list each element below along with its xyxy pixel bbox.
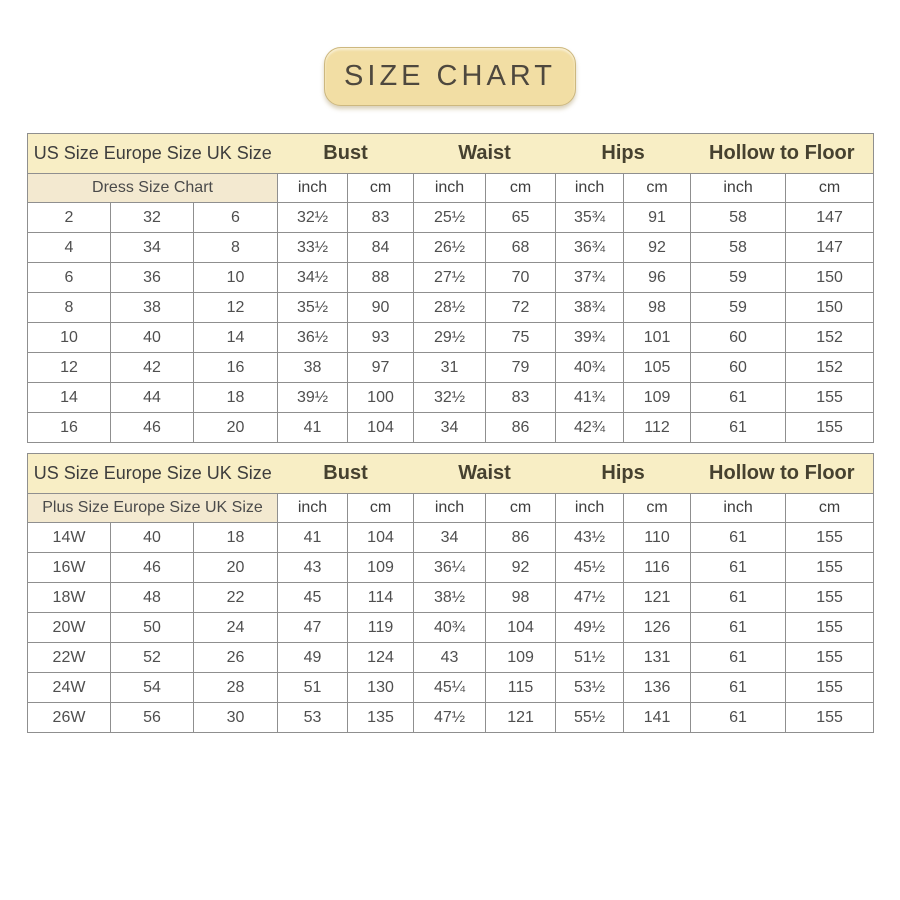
- table-cell: 25½: [414, 203, 486, 233]
- size-chart-title-pill: [324, 47, 576, 106]
- hips-header: Hips: [556, 454, 691, 494]
- table-cell: 96: [624, 263, 691, 293]
- table-cell: 88: [348, 263, 414, 293]
- table-cell: 18: [194, 523, 278, 553]
- table-cell: 155: [786, 413, 874, 443]
- table-cell: 72: [486, 293, 556, 323]
- table-cell: 114: [348, 583, 414, 613]
- regular-size-table-body: [28, 203, 874, 443]
- table-cell: 53: [278, 703, 348, 733]
- plus-size-chart-label: Plus Size Europe Size UK Size: [28, 494, 278, 523]
- table-cell: 155: [786, 583, 874, 613]
- table-row: [28, 523, 874, 553]
- table-cell: 150: [786, 263, 874, 293]
- table-cell: 34: [414, 523, 486, 553]
- table-cell: 83: [348, 203, 414, 233]
- table-cell: 86: [486, 523, 556, 553]
- table-cell: 8: [28, 293, 111, 323]
- table-cell: 152: [786, 323, 874, 353]
- table-cell: 116: [624, 553, 691, 583]
- table-cell: 136: [624, 673, 691, 703]
- table-cell: 40¾: [556, 353, 624, 383]
- unit-header: cm: [624, 494, 691, 523]
- table-cell: 36¾: [556, 233, 624, 263]
- table-cell: 61: [691, 583, 786, 613]
- table-cell: 155: [786, 613, 874, 643]
- unit-header: cm: [486, 494, 556, 523]
- table-cell: 92: [624, 233, 691, 263]
- table-cell: 112: [624, 413, 691, 443]
- table-cell: 84: [348, 233, 414, 263]
- size-table-plus: [27, 453, 874, 733]
- table-cell: 38: [278, 353, 348, 383]
- table-cell: 26W: [28, 703, 111, 733]
- hips-header: Hips: [556, 134, 691, 174]
- table-cell: 58: [691, 203, 786, 233]
- table-cell: 16W: [28, 553, 111, 583]
- table-cell: 27½: [414, 263, 486, 293]
- table-cell: 34½: [278, 263, 348, 293]
- table-cell: 105: [624, 353, 691, 383]
- table-cell: 36½: [278, 323, 348, 353]
- waist-header: Waist: [414, 134, 556, 174]
- unit-header: inch: [278, 494, 348, 523]
- table-cell: 152: [786, 353, 874, 383]
- table-cell: 45½: [556, 553, 624, 583]
- table-cell: 115: [486, 673, 556, 703]
- unit-header-row: [28, 174, 874, 203]
- table-row: [28, 553, 874, 583]
- table-cell: 97: [348, 353, 414, 383]
- table-cell: 42: [111, 353, 194, 383]
- table-cell: 43: [414, 643, 486, 673]
- table-row: [28, 673, 874, 703]
- table-cell: 104: [348, 413, 414, 443]
- table-cell: 6: [194, 203, 278, 233]
- table-cell: 100: [348, 383, 414, 413]
- table-cell: 60: [691, 353, 786, 383]
- table-cell: 32½: [414, 383, 486, 413]
- table-cell: 91: [624, 203, 691, 233]
- table-cell: 36¼: [414, 553, 486, 583]
- table-cell: 47½: [556, 583, 624, 613]
- table-cell: 47½: [414, 703, 486, 733]
- waist-header: Waist: [414, 454, 556, 494]
- table-cell: 40¾: [414, 613, 486, 643]
- unit-header: cm: [348, 174, 414, 203]
- table-cell: 61: [691, 413, 786, 443]
- table-cell: 29½: [414, 323, 486, 353]
- table-cell: 12: [28, 353, 111, 383]
- table-cell: 41: [278, 523, 348, 553]
- table-cell: 43½: [556, 523, 624, 553]
- size-table-regular: [27, 133, 874, 443]
- unit-header: inch: [278, 174, 348, 203]
- table-cell: 36: [111, 263, 194, 293]
- unit-header: inch: [556, 494, 624, 523]
- table-cell: 40: [111, 323, 194, 353]
- table-cell: 109: [624, 383, 691, 413]
- unit-header: cm: [786, 494, 874, 523]
- table-cell: 45¼: [414, 673, 486, 703]
- table-cell: 147: [786, 203, 874, 233]
- table-cell: 130: [348, 673, 414, 703]
- table-cell: 61: [691, 613, 786, 643]
- table-row: [28, 203, 874, 233]
- table-cell: 79: [486, 353, 556, 383]
- table-cell: 155: [786, 703, 874, 733]
- table-row: [28, 383, 874, 413]
- table-cell: 2: [28, 203, 111, 233]
- table-cell: 61: [691, 643, 786, 673]
- unit-header: inch: [556, 174, 624, 203]
- table-cell: 18W: [28, 583, 111, 613]
- table-cell: 70: [486, 263, 556, 293]
- table-cell: 86: [486, 413, 556, 443]
- table-cell: 83: [486, 383, 556, 413]
- table-cell: 14: [28, 383, 111, 413]
- table-cell: 38¾: [556, 293, 624, 323]
- unit-header: inch: [414, 174, 486, 203]
- table-cell: 4: [28, 233, 111, 263]
- table-cell: 40: [111, 523, 194, 553]
- table-cell: 41: [278, 413, 348, 443]
- unit-header: cm: [786, 174, 874, 203]
- table-cell: 24W: [28, 673, 111, 703]
- table-cell: 43: [278, 553, 348, 583]
- table-cell: 61: [691, 673, 786, 703]
- table-row: [28, 703, 874, 733]
- table-cell: 34: [414, 413, 486, 443]
- table-cell: 60: [691, 323, 786, 353]
- page-title: SIZE CHART: [344, 60, 556, 92]
- table-cell: 150: [786, 293, 874, 323]
- table-cell: 53½: [556, 673, 624, 703]
- table-cell: 38: [111, 293, 194, 323]
- table-cell: 26½: [414, 233, 486, 263]
- table-cell: 46: [111, 553, 194, 583]
- table-cell: 32: [111, 203, 194, 233]
- table-cell: 39½: [278, 383, 348, 413]
- table-cell: 39¾: [556, 323, 624, 353]
- unit-header: cm: [624, 174, 691, 203]
- table-cell: 30: [194, 703, 278, 733]
- table-cell: 56: [111, 703, 194, 733]
- table-cell: 37¾: [556, 263, 624, 293]
- table-row: [28, 643, 874, 673]
- table-cell: 101: [624, 323, 691, 353]
- table-cell: 20: [194, 413, 278, 443]
- table-cell: 155: [786, 523, 874, 553]
- plus-size-table-body: [28, 523, 874, 733]
- table-cell: 10: [194, 263, 278, 293]
- table-cell: 10: [28, 323, 111, 353]
- table-cell: 121: [624, 583, 691, 613]
- table-cell: 16: [194, 353, 278, 383]
- table-cell: 68: [486, 233, 556, 263]
- table-cell: 55½: [556, 703, 624, 733]
- table-cell: 109: [348, 553, 414, 583]
- table-cell: 33½: [278, 233, 348, 263]
- measure-header-row: [28, 134, 874, 174]
- table-cell: 155: [786, 673, 874, 703]
- bust-header: Bust: [278, 134, 414, 174]
- unit-header: cm: [348, 494, 414, 523]
- table-cell: 50: [111, 613, 194, 643]
- table-cell: 28½: [414, 293, 486, 323]
- table-cell: 45: [278, 583, 348, 613]
- table-cell: 47: [278, 613, 348, 643]
- table-row: [28, 413, 874, 443]
- table-cell: 61: [691, 553, 786, 583]
- table-cell: 121: [486, 703, 556, 733]
- table-cell: 110: [624, 523, 691, 553]
- table-cell: 52: [111, 643, 194, 673]
- table-cell: 104: [348, 523, 414, 553]
- size-systems-header: US Size Europe Size UK Size: [28, 134, 278, 174]
- hollow-to-floor-header: Hollow to Floor: [691, 134, 874, 174]
- table-cell: 20: [194, 553, 278, 583]
- table-cell: 49: [278, 643, 348, 673]
- table-cell: 98: [624, 293, 691, 323]
- table-cell: 65: [486, 203, 556, 233]
- table-cell: 92: [486, 553, 556, 583]
- table-cell: 26: [194, 643, 278, 673]
- bust-header: Bust: [278, 454, 414, 494]
- table-cell: 109: [486, 643, 556, 673]
- table-cell: 51: [278, 673, 348, 703]
- table-cell: 119: [348, 613, 414, 643]
- table-cell: 12: [194, 293, 278, 323]
- table-cell: 98: [486, 583, 556, 613]
- unit-header: inch: [691, 494, 786, 523]
- table-cell: 46: [111, 413, 194, 443]
- table-cell: 131: [624, 643, 691, 673]
- table-cell: 24: [194, 613, 278, 643]
- table-cell: 35½: [278, 293, 348, 323]
- table-row: [28, 613, 874, 643]
- table-cell: 35¾: [556, 203, 624, 233]
- table-cell: 34: [111, 233, 194, 263]
- table-cell: 54: [111, 673, 194, 703]
- table-row: [28, 233, 874, 263]
- table-cell: 58: [691, 233, 786, 263]
- unit-header: cm: [486, 174, 556, 203]
- table-cell: 141: [624, 703, 691, 733]
- table-cell: 59: [691, 293, 786, 323]
- dress-size-chart-label: Dress Size Chart: [28, 174, 278, 203]
- table-cell: 41¾: [556, 383, 624, 413]
- table-cell: 8: [194, 233, 278, 263]
- table-cell: 31: [414, 353, 486, 383]
- table-cell: 126: [624, 613, 691, 643]
- table-cell: 90: [348, 293, 414, 323]
- unit-header: inch: [414, 494, 486, 523]
- table-cell: 22: [194, 583, 278, 613]
- table-row: [28, 353, 874, 383]
- table-cell: 48: [111, 583, 194, 613]
- table-cell: 6: [28, 263, 111, 293]
- table-cell: 20W: [28, 613, 111, 643]
- table-cell: 22W: [28, 643, 111, 673]
- table-cell: 155: [786, 643, 874, 673]
- table-cell: 16: [28, 413, 111, 443]
- table-row: [28, 263, 874, 293]
- size-systems-header: US Size Europe Size UK Size: [28, 454, 278, 494]
- table-cell: 51½: [556, 643, 624, 673]
- table-cell: 18: [194, 383, 278, 413]
- table-cell: 104: [486, 613, 556, 643]
- table-cell: 61: [691, 703, 786, 733]
- table-cell: 75: [486, 323, 556, 353]
- hollow-to-floor-header: Hollow to Floor: [691, 454, 874, 494]
- table-cell: 49½: [556, 613, 624, 643]
- table-cell: 44: [111, 383, 194, 413]
- table-cell: 14W: [28, 523, 111, 553]
- table-cell: 155: [786, 383, 874, 413]
- table-cell: 61: [691, 523, 786, 553]
- unit-header: inch: [691, 174, 786, 203]
- table-cell: 59: [691, 263, 786, 293]
- unit-header-row: [28, 494, 874, 523]
- table-cell: 147: [786, 233, 874, 263]
- table-cell: 32½: [278, 203, 348, 233]
- table-cell: 42¾: [556, 413, 624, 443]
- table-row: [28, 583, 874, 613]
- measure-header-row: [28, 454, 874, 494]
- table-cell: 61: [691, 383, 786, 413]
- table-row: [28, 293, 874, 323]
- table-cell: 155: [786, 553, 874, 583]
- table-cell: 135: [348, 703, 414, 733]
- table-cell: 93: [348, 323, 414, 353]
- table-cell: 28: [194, 673, 278, 703]
- table-row: [28, 323, 874, 353]
- table-cell: 14: [194, 323, 278, 353]
- table-cell: 124: [348, 643, 414, 673]
- table-cell: 38½: [414, 583, 486, 613]
